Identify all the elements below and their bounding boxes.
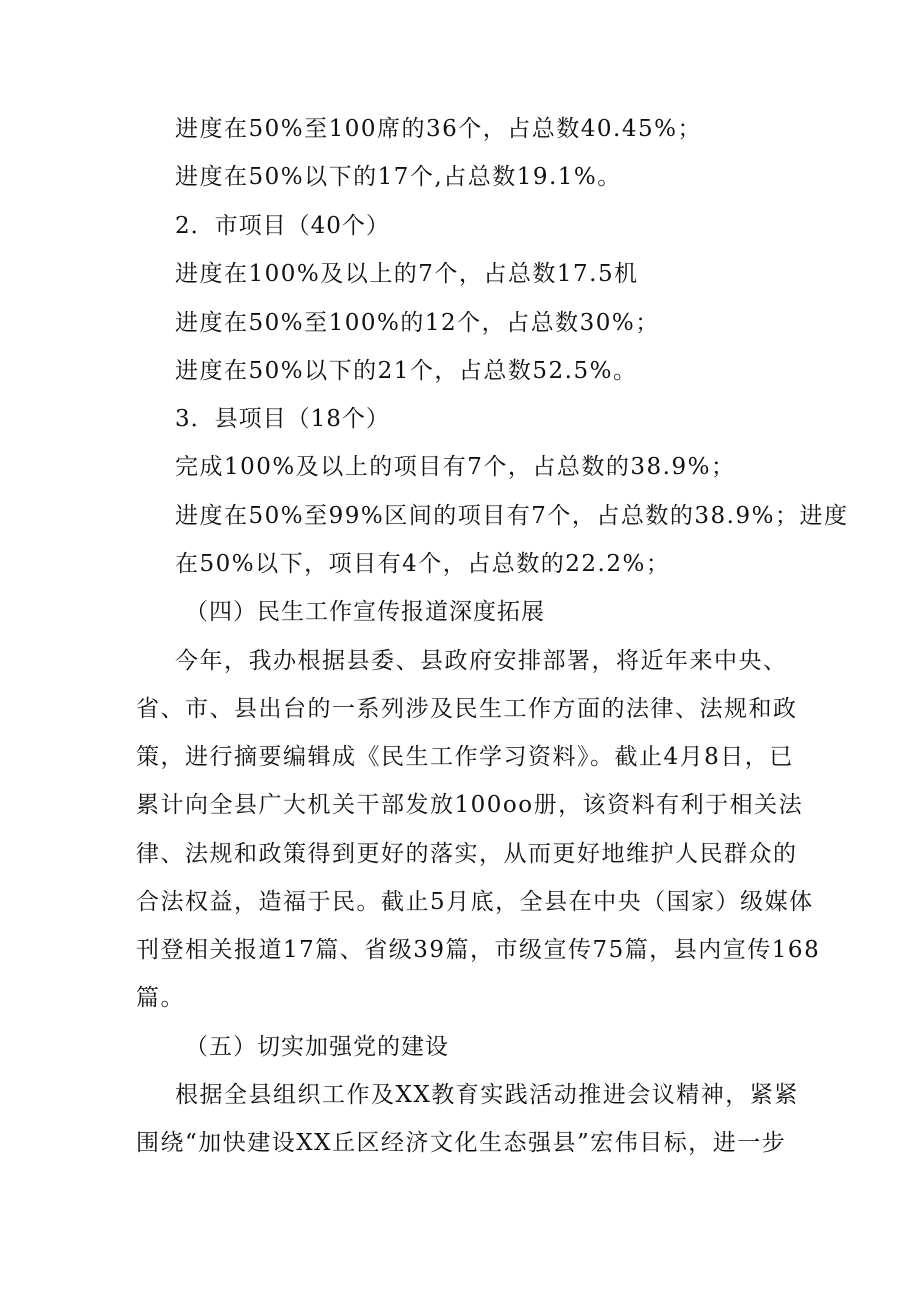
text-line: 省、市、县出台的一系列涉及民生工作方面的法律、法规和政 <box>136 696 798 722</box>
text-line: 进度在100%及以上的7个，占总数17.5机 <box>175 261 639 287</box>
section-heading-four: （四）民生工作宣传报道深度拓展 <box>185 599 545 625</box>
text-line: 完成100%及以上的项目有7个，占总数的38.9%； <box>175 454 736 480</box>
text-line: 在50%以下，项目有4个，占总数的22.2%； <box>175 551 671 577</box>
text-line: 累计向全县广大机关干部发放100oo册，该资料有利于相关法 <box>136 792 804 818</box>
text-line: 律、法规和政策得到更好的落实，从而更好地维护人民群众的 <box>136 841 798 867</box>
text-line: 刊登相关报道17篇、省级39篇，市级宣传75篇，县内宣传168 <box>136 937 821 963</box>
text-line: 策，进行摘要编辑成《民生工作学习资料》。截止4月8日，已 <box>136 744 794 770</box>
section-heading-five: （五）切实加强党的建设 <box>185 1034 449 1060</box>
section-heading-city-projects: 2．市项目（40个） <box>175 213 390 239</box>
text-line: 进度在50%以下的17个,占总数19.1%。 <box>175 164 622 190</box>
text-line: 合法权益，造福于民。截止5月底，全县在中央（国家）级媒体 <box>136 889 814 915</box>
text-line: 进度在50%至100席的36个，占总数40.45%； <box>175 116 702 142</box>
text-line: 围绕“加快建设XX丘区经济文化生态强县”宏伟目标，进一步 <box>136 1130 787 1156</box>
text-line: 今年，我办根据县委、县政府安排部署，将近年来中央、 <box>175 648 788 674</box>
text-line: 进度在50%以下的21个，占总数52.5%。 <box>175 358 638 384</box>
text-line: 进度在50%至100%的12个，占总数30%； <box>175 310 660 336</box>
section-heading-county-projects: 3．县项目（18个） <box>175 406 390 432</box>
text-line: 进度在50%至99%区间的项目有7个，占总数的38.9%；进度 <box>175 503 849 529</box>
text-line: 根据全县组织工作及XX教育实践活动推进会议精神，紧紧 <box>175 1082 799 1108</box>
text-line: 篇。 <box>136 985 185 1011</box>
